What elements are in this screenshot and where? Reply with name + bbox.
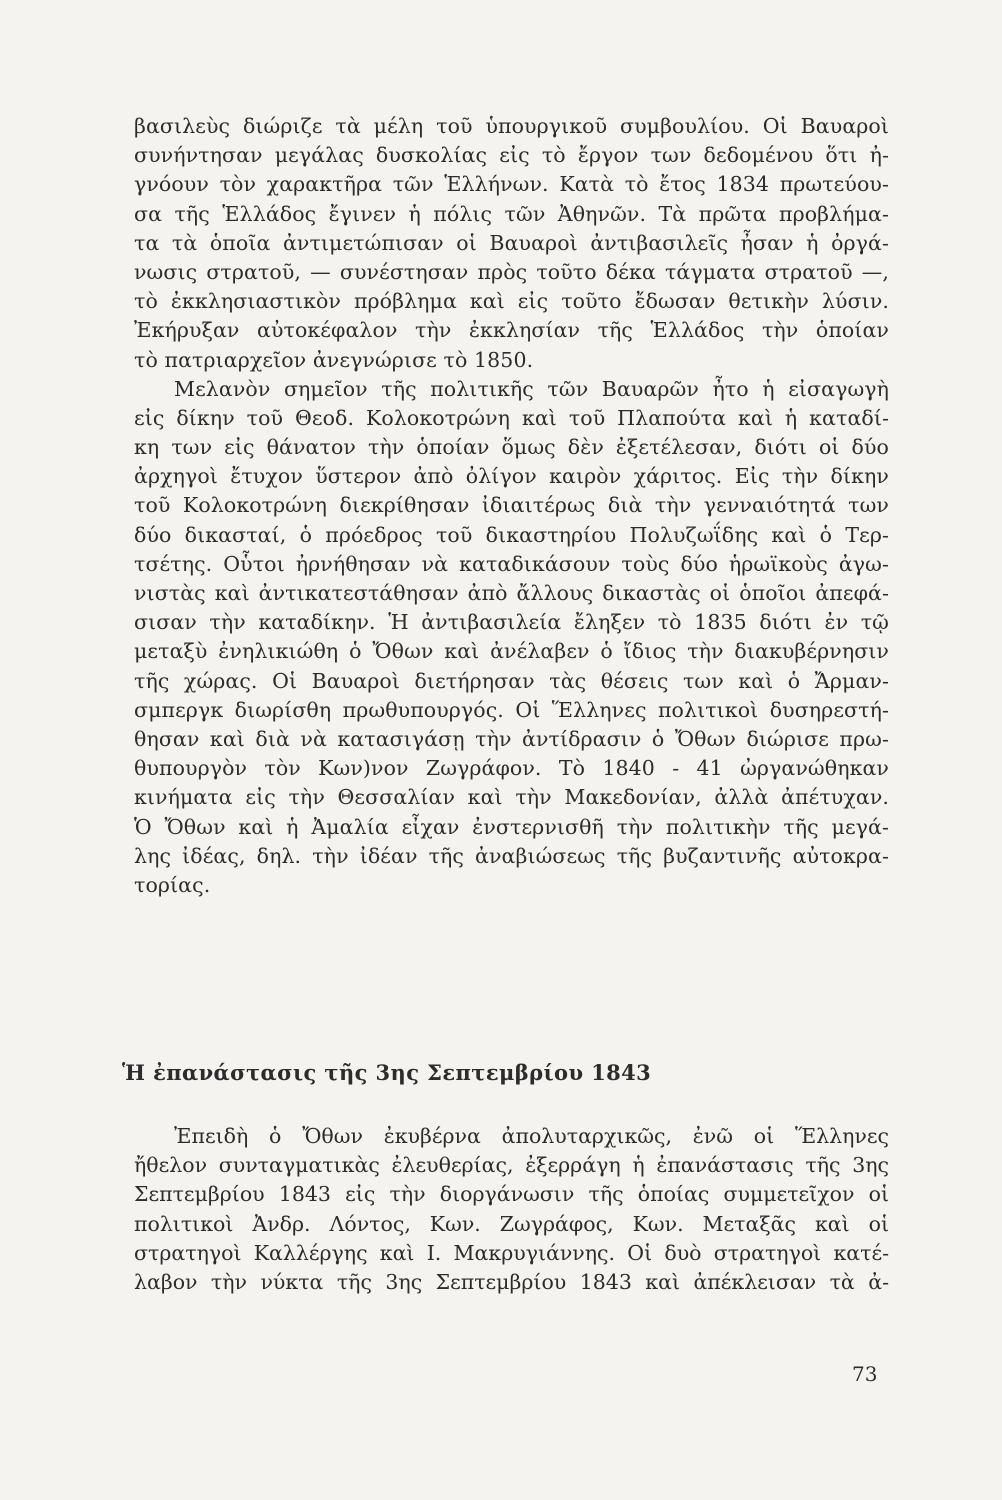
text-line: ἤθελον συνταγματικὰς ἐλευθερίας, ἐξερράγη ἡ ἐπανάστασις τῆς 3ης	[134, 1153, 889, 1178]
text-line: λαβον τὴν νύκτα τῆς 3ης Σεπτεμβρίου 1843 καὶ ἀπέκλεισαν τὰ ἀ-	[134, 1269, 889, 1294]
text-line: τὸ ἐκκλησιαστικὸν πρόβλημα καὶ εἰς τοῦτο ἔδωσαν θετικὴν λύσιν.	[134, 289, 889, 314]
text-line: νωσις στρατοῦ, — συνέστησαν πρὸς τοῦτο δέκα τάγματα στρατοῦ —,	[134, 259, 889, 284]
body-text-bottom	[134, 1122, 889, 1297]
text-line: τοῦ Κολοκοτρώνη διεκρίθησαν ἰδιαιτέρως διὰ τὴν γενναιότητά των	[134, 493, 889, 518]
text-line: Ἐκήρυξαν αὐτοκέφαλον τὴν ἐκκλησίαν τῆς Ἑλλάδος τὴν ὁποίαν	[134, 318, 889, 343]
text-line: συνήντησαν μεγάλας δυσκολίας εἰς τὸ ἔργον των δεδομένου ὅτι ἠ-	[134, 143, 889, 168]
text-line: λης ἰδέας, δηλ. τὴν ἰδέαν τῆς ἀναβιώσεως τῆς βυζαντινῆς αὐτοκρα-	[134, 843, 889, 868]
text-line: Σεπτεμβρίου 1843 εἰς τὴν διοργάνωσιν τῆς ὁποίας συμμετεῖχον οἱ	[134, 1182, 889, 1207]
text-line: σισαν τὴν καταδίκην. Ἡ ἀντιβασιλεία ἔληξεν τὸ 1835 διότι ἐν τῷ	[134, 610, 889, 635]
text-line: θησαν καὶ διὰ νὰ κατασιγάσῃ τὴν ἀντίδρασιν ὁ Ὄθων διώρισε πρω-	[134, 726, 889, 751]
text-line: κη των εἰς θάνατον τὴν ὁποίαν ὅμως δὲν ἐξετέλεσαν, διότι οἱ δύο	[134, 435, 889, 460]
text-line: τα τὰ ὁποῖα ἀντιμετώπισαν οἱ Βαυαροὶ ἀντιβασιλεῖς ἦσαν ἡ ὀργά-	[134, 230, 889, 255]
text-line: Ὁ Ὄθων καὶ ἡ Ἀμαλία εἶχαν ἐνστερνισθῆ τὴν πολιτικὴν τῆς μεγά-	[134, 814, 889, 839]
text-line: Μελανὸν σημεῖον τῆς πολιτικῆς τῶν Βαυαρῶν ἦτο ἡ εἰσαγωγὴ	[174, 376, 889, 401]
body-text-top	[134, 112, 889, 900]
text-line: σα τῆς Ἑλλάδος ἔγινεν ἡ πόλις τῶν Ἀθηνῶν. Τὰ πρῶτα προβλήμα-	[134, 201, 889, 226]
text-line: στρατηγοὶ Καλλέργης καὶ Ι. Μακρυγιάννης. Οἱ δυὸ στρατηγοὶ κατέ-	[134, 1240, 889, 1265]
text-line: θυπουργὸν τὸν Κων)νον Ζωγράφον. Τὸ 1840 - 41 ὠργανώθηκαν	[134, 756, 889, 781]
text-line: τορίας.	[134, 872, 211, 897]
text-line: βασιλεὺς διώριζε τὰ μέλη τοῦ ὑπουργικοῦ συμβουλίου. Οἱ Βαυαροὶ	[134, 114, 889, 138]
text-line: ἀρχηγοὶ ἔτυχον ὕστερον ἀπὸ ὀλίγον καιρὸν χάριτος. Εἰς τὴν δίκην	[134, 464, 889, 489]
text-line: Ἐπειδὴ ὁ Ὄθων ἐκυβέρνα ἀπολυταρχικῶς, ἐνῶ οἱ Ἕλληνες	[174, 1124, 889, 1148]
text-line: τὸ πατριαρχεῖον ἀνεγνώρισε τὸ 1850.	[134, 347, 534, 372]
text-line: πολιτικοὶ Ἀνδρ. Λόντος, Κων. Ζωγράφος, Κων. Μεταξᾶς καὶ οἱ	[134, 1211, 889, 1236]
text-line: νιστὰς καὶ ἀντικατεστάθησαν ἀπὸ ἄλλους δικαστὰς οἱ ὁποῖοι ἀπεφά-	[134, 581, 889, 605]
text-line: τῆς χώρας. Οἱ Βαυαροὶ διετήρησαν τὰς θέσεις των καὶ ὁ Ἄρμαν-	[134, 668, 889, 693]
text-line: μεταξὺ ἐνηλικιώθη ὁ Ὄθων καὶ ἀνέλαβεν ὁ ἴδιος τὴν διακυβέρνησιν	[134, 639, 889, 664]
text-line: κινήματα εἰς τὴν Θεσσαλίαν καὶ τὴν Μακεδονίαν, ἀλλὰ ἀπέτυχαν.	[134, 785, 889, 810]
page-number: 73	[852, 1362, 878, 1386]
text-line: γνόουν τὸν χαρακτῆρα τῶν Ἑλλήνων. Κατὰ τὸ ἔτος 1834 πρωτεύου-	[134, 172, 889, 197]
text-line: δύο δικασταί, ὁ πρόεδρος τοῦ δικαστηρίου Πολυζωΐδης καὶ ὁ Τερ-	[134, 522, 889, 547]
text-line: τσέτης. Οὗτοι ἠρνήθησαν νὰ καταδικάσουν τοὺς δύο ἡρωϊκοὺς ἀγω-	[134, 551, 889, 576]
text-line: σμπεργκ διωρίσθη πρωθυπουργός. Οἱ Ἕλληνες πολιτικοὶ δυσηρεστή-	[134, 697, 889, 722]
text-line: εἰς δίκην τοῦ Θεοδ. Κολοκοτρώνη καὶ τοῦ Πλαπούτα καὶ ἡ καταδί-	[134, 405, 889, 430]
section-heading: Ἡ ἐπανάστασις τῆς 3ης Σεπτεμβρίου 1843	[122, 1060, 652, 1085]
